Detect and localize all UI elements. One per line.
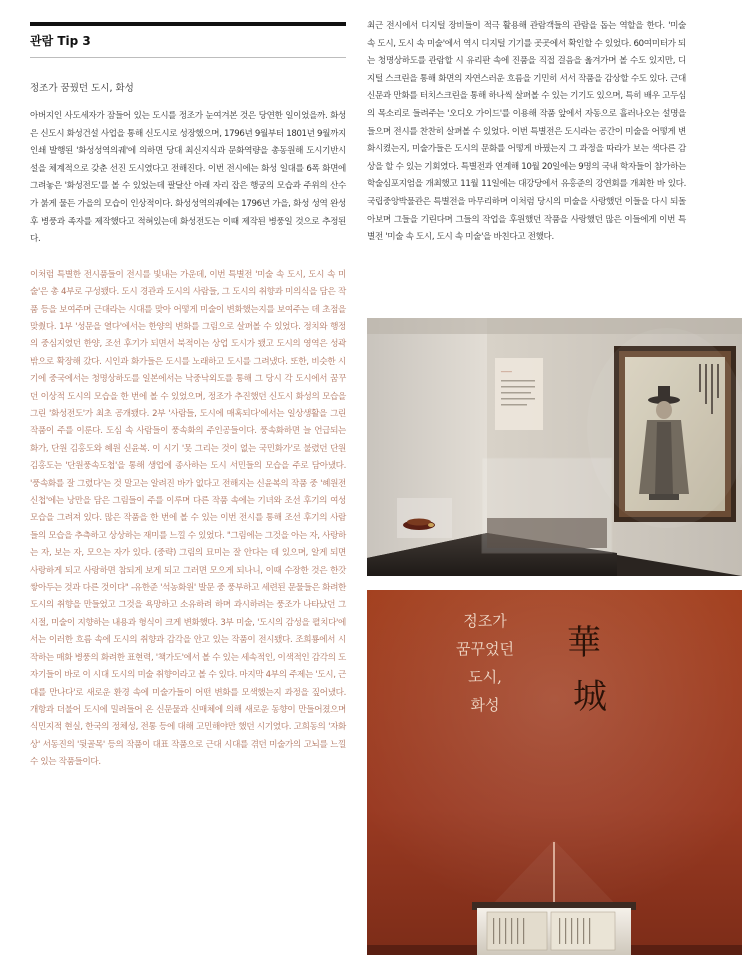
intro-paragraph: 아버지인 사도세자가 잠들어 있는 도시를 정조가 눈여겨본 것은 당연한 일이었을까. 화성은 신도시 화성건설 사업을 통해 신도시로 성장했으며, 1796년 9월부터 1801년 9월까지 인쇄 발행된 '화성성역의궤'에 의하면 당대 최신지식과 문화역량을 총동원해 도시기반시설을 체계적으로 갖춘 선진 도시였다고 전해진다. 이번 전시에는 화성 일대를 6폭 화면에 그려놓은 '화성전도'를 볼 수 있었는데 팔달산 아래 자리 잡은 행궁의 모습과 주위의 산수가 붉게 물든 가을의 모습이 인상적이다. 화성성역의궤에는 1796년 가을, 화성 성역 완성 후 병풍과 족자를 제작했다고 적혀있는데 화성전도는 이때 제작된 병풍일 것으로 추정된다. [30, 111, 346, 245]
banner-line-3: 도시, [468, 668, 502, 686]
digital-guide-paragraph: 최근 전시에서 디지털 장비들이 적극 활용해 관람객들의 관람을 돕는 역할을 한다. '미술 속 도시, 도시 속 미술'에서 역시 디지털 기기를 곳곳에서 확인할 수 있었다. 60여미터가 되는 청명상하도를 관람할 시 유리판 속에 진품을 직접 걸음을 옮겨가며 볼 수도 있지만, 디지털 스크린을 통해 화면의 자연스러운 흐름을 기민히 서서 작품을 감상할 수도 있다. 근대 신문과 만화를 터치스크린을 통해 하나씩 살펴볼 수 있는 기기도 있으며, 특히 배우 고두심의 목소리로 들려주는 '오디오 가이드'를 이용해 작품 앞에서 자동으로 흘러나오는 설명을 들으며 전시를 찬찬히 살펴볼 수 있었다. 이번 특별전은 도시라는 공간이 미술을 어떻게 변화시켰는지, 미술가들은 도시의 문화를 어떻게 바꿨는지 그 과정을 따라가 보는 색다른 감상을 할 수 있는 기회였다. 특별전과 연계해 10월 20일에는 9명의 국내 학자들이 참가하는 학술심포지엄을 개최했고 11월 11일에는 대강당에서 유홍준의 강연회를 개최한 바 있다. 국립중앙박물관은 특별전을 마무리하며 이처럼 당시의 미술을 사랑했던 이들을 다시 되돌아보며 그들을 기린다며 그들의 작업을 후원했던 작품을 사랑했던 많은 이들에게 이번 특별전 '미술 속 도시, 도시 속 미술'을 바친다고 전했다. [367, 21, 686, 243]
exhibition-banner-photo [367, 590, 742, 955]
svg-text:───: ─── [501, 369, 512, 376]
banner-hanja-2: 城 [573, 677, 607, 717]
left-column [30, 22, 346, 780]
exhibition-paragraph: 이처럼 특별한 전시품들이 전시를 빛내는 가운데, 이번 특별전 '미술 속 도시, 도시 속 미술'은 총 4부로 구성됐다. 도시 경관과 도시의 사람들, 그 도시의 취향과 미의식을 담은 작품 등을 보여주며 근대라는 시대를 맞아 어떻게 미술이 변화했는지를 보여주는 데 초점을 맞췄다. 1부 '성문을 열다'에서는 한양의 변화를 그림으로 살펴볼 수 있었다. 정치와 행정의 중심지였던 한양, 조선 후기가 되면서 북적이는 상업 도시가 됐고 도시의 영역은 성곽 밖으로 확장해 갔다. 시인과 화가들은 도시를 노래하고 도시를 그려냈다. 또한, 비슷한 시기에 중국에서는 청명상하도를 일본에서는 낙중낙외도를 통해 그 당시 각 도시에서 꿈꾸던 이상적 도시의 모습을 한 번에 볼 수 있었으며, 정조가 추진했던 신도시 화성의 모습을 그린 '화성전도'가 최초 공개됐다. 2부 '사람들, 도시에 매혹되다'에서는 일상생활을 그린 작품이 주를 이룬다. 도심 속 사람들이 풍속화의 주인공들이다. 풍속화하면 늘 언급되는 화가, 단원 김홍도와 혜원 신윤복. 이 시기 '못 그리는 것이 없는 국민화가'로 불렸던 단원 김홍도는 '단원풍속도첩'을 통해 생업에 종사하는 도시 서민들의 모습을 주로 담아냈다. '풍속화를 잘 그렸다'는 것 말고는 알려진 바가 없다고 전해지는 신윤복의 작품 중 '혜원전신첩'에는 낭만을 담은 그림들이 주를 이루며 다른 작품 속에는 기녀와 조선 후기의 여성 모습을 그려져 있다. 많은 작품을 한 번에 볼 수 있는 이번 전시를 통해 조선 후기의 사람들의 모습을 추측하고 상상하는 재미를 느낄 수 있었다. "그림에는 그것을 아는 자, 사랑하는 자, 보는 자, 모으는 자가 있다. (중략) 그림의 묘미는 잘 안다는 데 있으며, 알게 되면 사랑하게 되고 사랑하면 참되게 보게 되고 그러면 모으게 되나니, 이때 수장한 것은 한갓 쌓아두는 것과 다른 것이다" -유한준 '석농화원' 발문 중 풍부하고 세련된 문물들은 화려한 도시의 취향을 만들었고 그것을 욕망하고 소유하려 하며 과시하려는 풍조가 나타났던 그 시절, 미술이 지향하는 내용과 형식이 크게 변화했다. 3부 미술, '도시의 감성을 펼치다'에서는 이러한 흐름 속에 도시의 취향과 감각을 안고 있는 작품이 전시됐다. 조희룡에서 시작하는 매화 병풍의 화려한 표현력, '책가도'에서 볼 수 있는 세속적인, 이색적인 감각의 도자기들이 바로 이 시대 도시의 미술 취향이라고 볼 수 있다. 마지막 4부의 주제는 '도시, 근대를 만나다'로 새로운 환경 속에 미술가들이 어떤 변화를 모색했는지 과정을 짚어냈다. 개항과 더불어 도시에 밀려들어 온 신문물과 신매체에 의해 새로운 동향이 만들어졌으며 식민지적 현실, 한국의 정체성, 전통 등에 대해 고민해야만 했던 시기였다. 고희동의 '자화상' 서동진의 '뒷골목' 등의 작품이 대표 작품으로 근대 시대를 겪던 미술가의 고뇌를 느낄 수 있는 작품들이다. [30, 269, 346, 768]
gallery-portrait-photo [367, 318, 742, 576]
tip-title: 관람 Tip 3 [30, 32, 346, 58]
header-rule [30, 22, 346, 26]
banner-hanja-1: 華 [567, 623, 601, 663]
exhibition-banner-image [367, 590, 742, 955]
banner-line-4: 화성 [470, 696, 500, 714]
section-subtitle: 정조가 꿈꿨던 도시, 화성 [30, 83, 134, 94]
banner-line-2: 꿈꾸었던 [456, 640, 514, 658]
right-column [367, 18, 686, 247]
banner-line-1: 정조가 [463, 612, 507, 630]
gallery-portrait-image [367, 318, 742, 576]
